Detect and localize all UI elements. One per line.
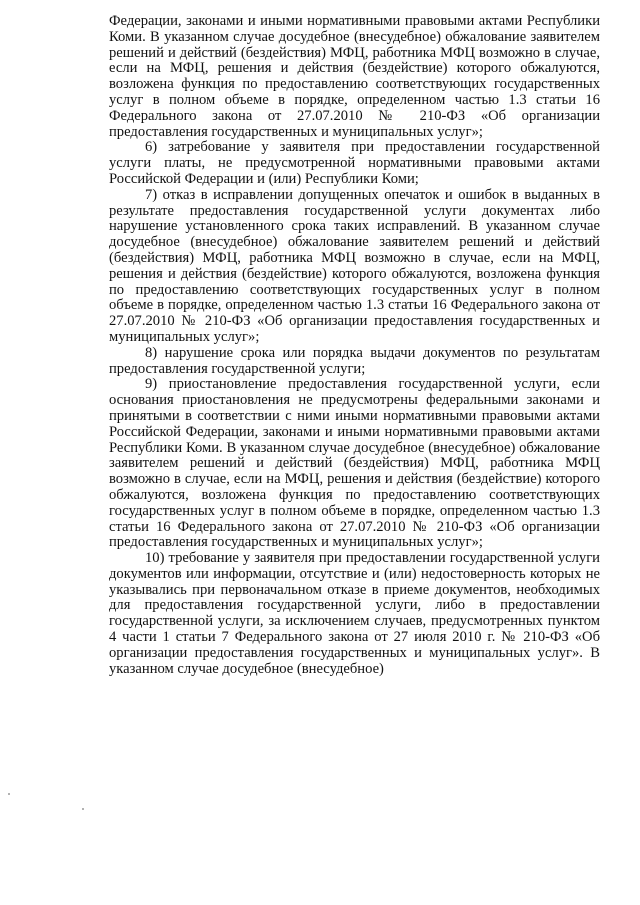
list-item-6	[109, 140, 600, 187]
paragraph-continuation	[109, 14, 600, 140]
list-item-number: 9)	[145, 376, 158, 393]
scan-speck	[82, 808, 84, 810]
list-item-7	[109, 188, 600, 346]
list-item-10	[109, 551, 600, 677]
paragraph-text: затребование у заявителя при предоставлении государственной услуги платы, не предусмотренной нормативными правовыми актами Российской Федерации и (или) Республики Коми;	[109, 139, 600, 187]
list-item-number: 10)	[145, 550, 165, 567]
paragraph-text: Федерации, законами и иными нормативными правовыми актами Республики Коми. В указанном случае досудебное (внесудебное) обжалование заявителем решений и действий (бездействия) МФЦ, работника МФЦ возможно в случае, если на МФЦ, решения и действия (бездействие) которого обжалуются, возложена функция по предоставлению соответствующих государственных услуг в полном объеме в порядке, определенном частью 1.3 статьи 16 Федерального закона от 27.07.2010 № 210-ФЗ «Об организации предоставления государственных и муниципальных услуг»;	[109, 13, 600, 140]
list-item-number: 7)	[145, 186, 158, 203]
list-item-9	[109, 377, 600, 551]
scan-speck	[8, 793, 10, 795]
list-item-number: 8)	[145, 344, 158, 361]
paragraph-text: приостановление предоставления государственной услуги, если основания приостановления не предусмотрены федеральными законами и принятыми в соответствии с ними иными нормативными правовыми актами Российской Федерации, законами и иными нормативными правовыми актами Республики Коми. В указанном случае досудебное (внесудебное) обжалование заявителем решений и действий (бездействия) МФЦ, работника МФЦ возможно в случае, если на МФЦ, решения и действия (бездействие) которого обжалуются, возложена функция по предоставлению соответствующих государственных услуг в полном объеме в порядке, определенном частью 1.3 статьи 16 Федерального закона от 27.07.2010 № 210-ФЗ «Об организации предоставления государственных и муниципальных услуг»;	[109, 376, 600, 551]
paragraph-text: требование у заявителя при предоставлении государственной услуги документов или информации, отсутствие и (или) недостоверность которых не указывались при первоначальном отказе в приеме документов, необходимых для предоставления государственной услуги, либо в предоставлении государственной услуги, за исключением случаев, предусмотренных пунктом 4 части 1 статьи 7 Федерального закона от 27 июля 2010 г. № 210-ФЗ «Об организации предоставления государственных и муниципальных услуг». В указанном случае досудебное (внесудебное)	[109, 550, 600, 677]
paragraph-text: нарушение срока или порядка выдачи документов по результатам предоставления государственной услуги;	[109, 344, 600, 377]
list-item-8	[109, 346, 600, 378]
paragraph-text: отказ в исправлении допущенных опечаток и ошибок в выданных в результате предоставления государственной услуги документах либо нарушение установленного срока таких исправлений. В указанном случае досудебное (внесудебное) обжалование заявителем решений и действий (бездействия) МФЦ, работника МФЦ возможно в случае, если на МФЦ, решения и действия (бездействие) которого обжалуются, возложена функция по предоставлению соответствующих государственных услуг в полном объеме в порядке, определенном частью 1.3 статьи 16 Федерального закона от 27.07.2010 № 210-ФЗ «Об организации предоставления государственных и муниципальных услуг»;	[109, 186, 600, 345]
document-page	[109, 14, 600, 677]
list-item-number: 6)	[145, 139, 158, 156]
